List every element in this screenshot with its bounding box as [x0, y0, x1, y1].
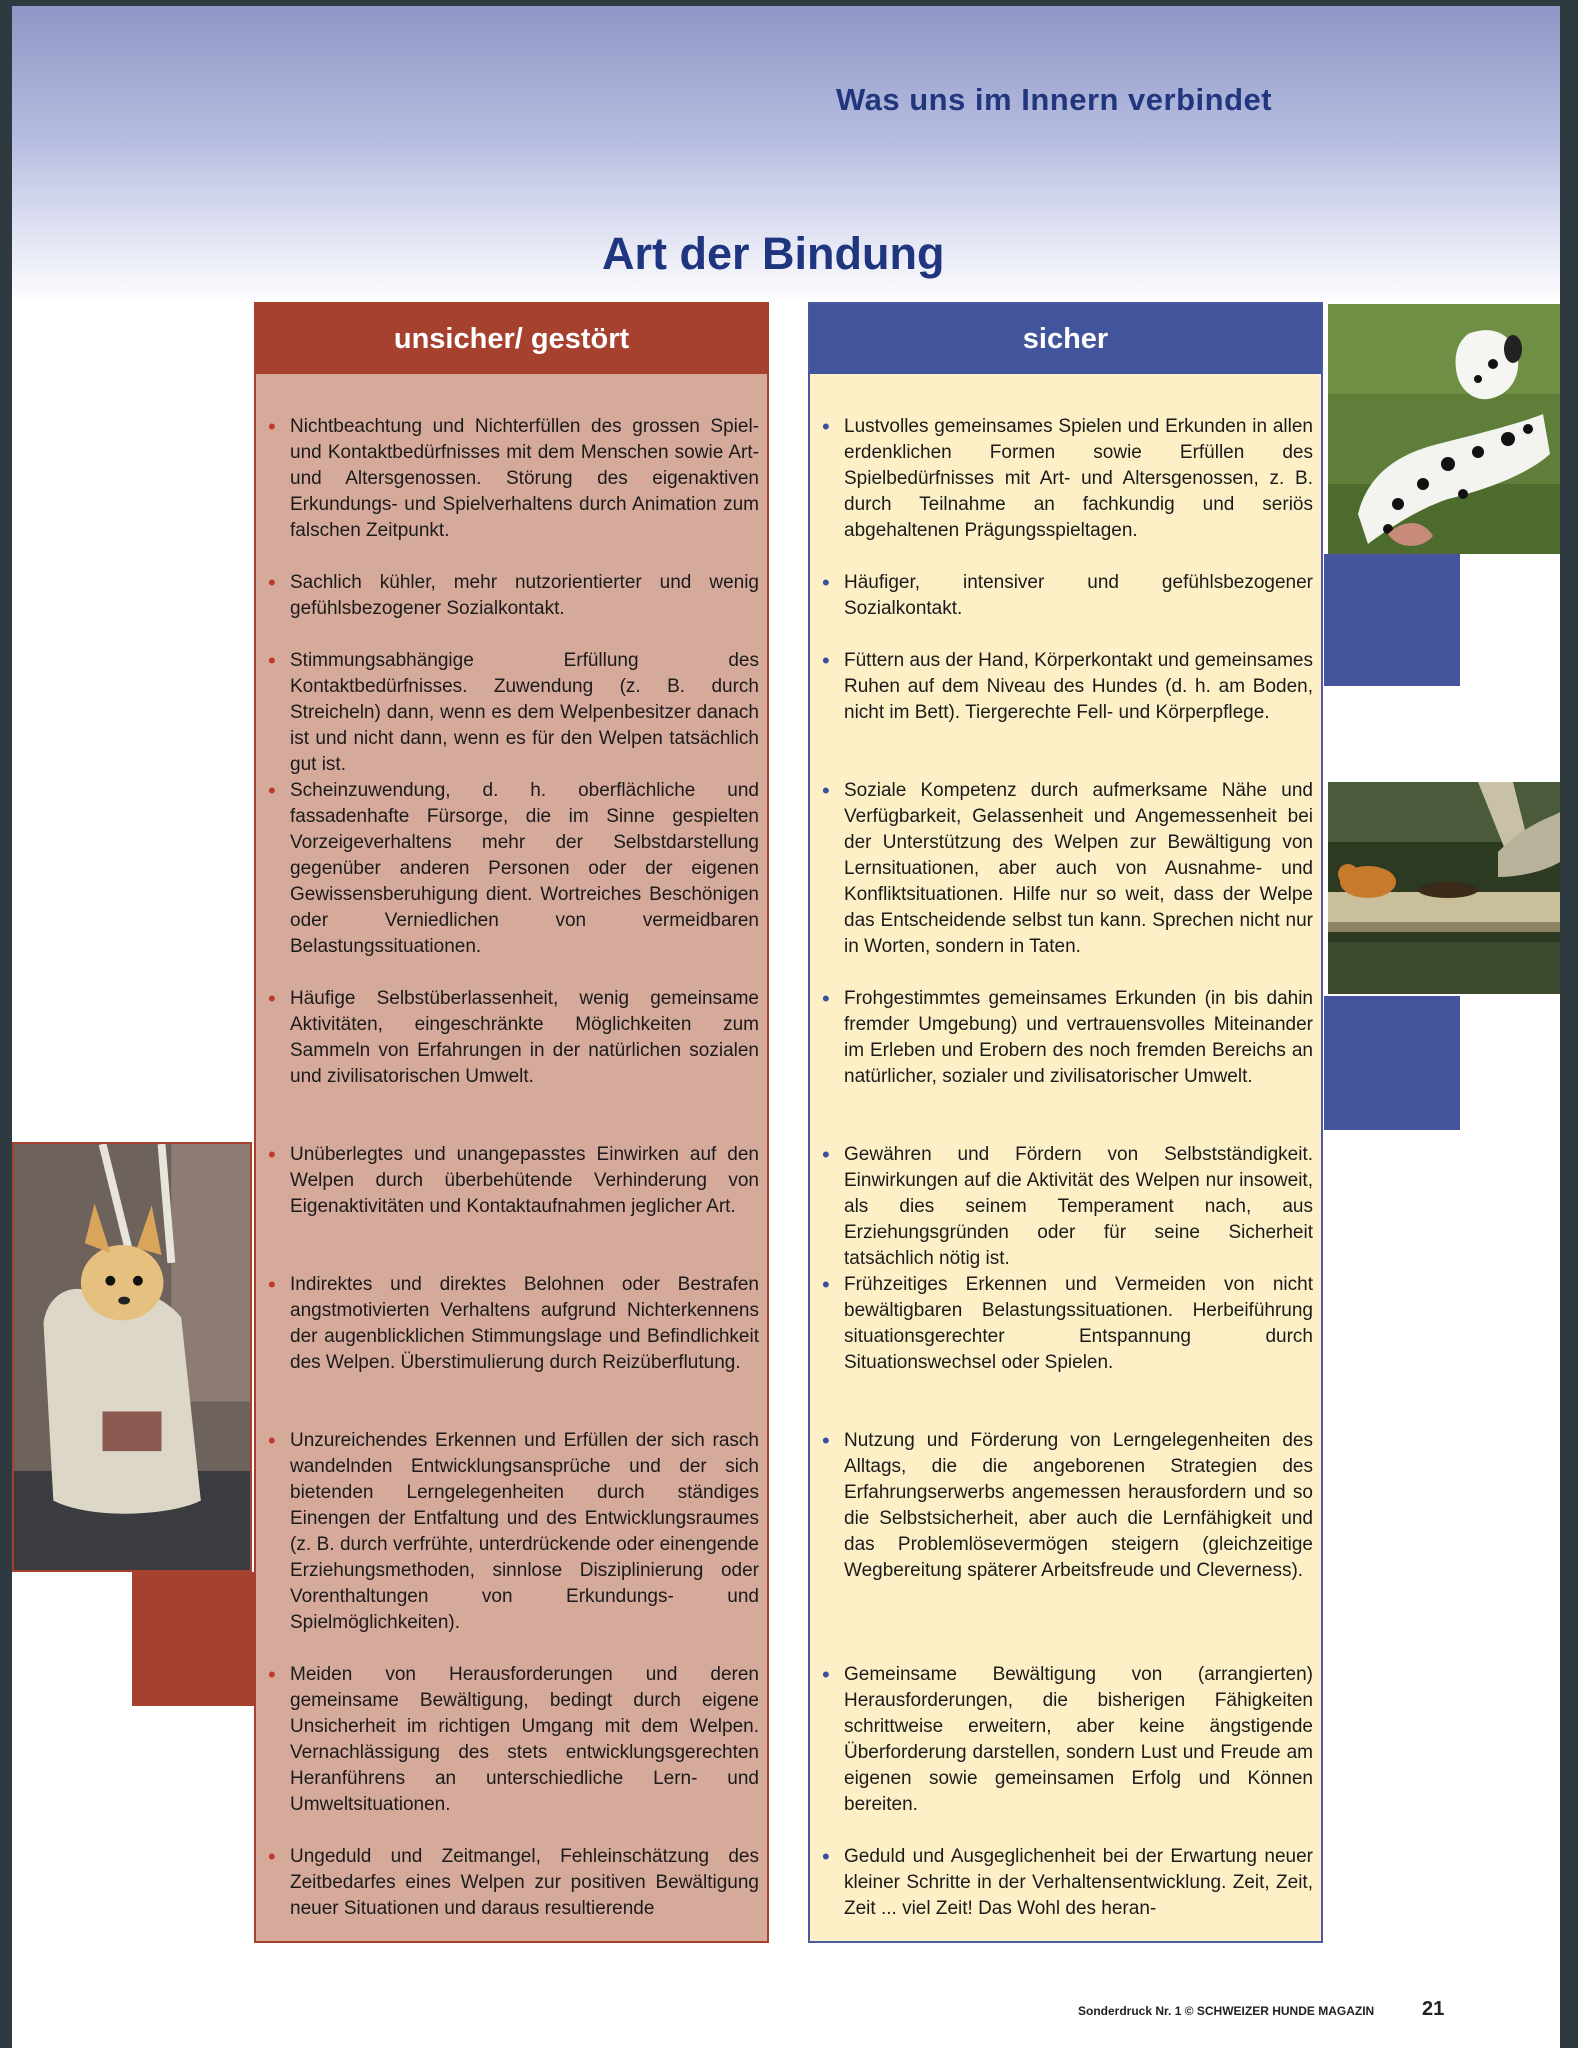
bullet-icon: • [822, 1844, 830, 1869]
puppy-on-log-photo [1328, 782, 1560, 994]
list-item: • Unzureichendes Erkennen und Erfüllen der sich rasch wandelnden Entwicklungsansprüche und der sich bietenden Lerngelegenheiten durch ständiges Einengen der Entfaltung und des Entwicklungsraumes (z. B. durch verfrühte, unterdrückende oder einengende Erziehungsmethoden, sinnlose Disziplinierung oder Vorenthaltungen von Erkundungs- und Spielmöglichkeiten). [268, 1428, 759, 1633]
list-item: • Scheinzuwendung, d. h. oberflächliche und fassadenhafte Fürsorge, die im Sinne gespielten Vorzeigeverhaltens mehr der Selbstdarstellung gegenüber anderen Personen oder der eigenen Gewissensberuhigung dient. Wortreiches Beschönigen oder Verniedlichen von vermeidbaren Belastungssituationen. [268, 778, 759, 957]
list-item: • Stimmungsabhängige Erfüllung des Kontaktbedürfnisses. Zuwendung (z. B. durch Streicheln) dann, wenn es dem Welpenbesitzer danach ist und nicht dann, wenn es für den Welpen tatsächlich gut ist. [268, 648, 759, 775]
bullet-icon: • [268, 570, 276, 595]
bullet-icon: • [822, 1142, 830, 1167]
list-item: • Geduld und Ausgeglichenheit bei der Erwartung neuer kleiner Schritte in der Verhaltensentwicklung. Zeit, Zeit, Zeit ... viel Zeit! Das Wohl des heran- [822, 1844, 1313, 1919]
bullet-icon: • [822, 570, 830, 595]
bullet-icon: • [268, 1662, 276, 1687]
bullet-icon: • [822, 1272, 830, 1297]
list-item: • Gewähren und Fördern von Selbstständigkeit. Einwirkungen auf die Aktivität des Welpen nur insoweit, als dies seinem Temperament nach, aus Erziehungsgründen oder für seine Sicherheit tatsächlich nötig ist. [822, 1142, 1313, 1269]
page-number: 21 [1422, 1998, 1445, 2020]
bullet-icon: • [822, 414, 830, 439]
bullet-icon: • [268, 1428, 276, 1453]
column-sicher [808, 302, 1323, 1943]
list-item: • Sachlich kühler, mehr nutzorientierter und wenig gefühlsbezogener Sozialkontakt. [268, 570, 759, 619]
dog-in-bag-photo [12, 1142, 252, 1572]
list-item: • Frohgestimmtes gemeinsames Erkunden (in bis dahin fremder Umgebung) und vertrauensvolles Miteinander im Erleben und Erobern des noch fremden Bereichs an natürlicher, sozialer und zivilisatorischer Umwelt. [822, 986, 1313, 1087]
dalmatian-photo [1328, 304, 1560, 554]
section-title: Was uns im Innern verbindet [836, 82, 1273, 117]
column-unsicher [254, 302, 769, 1943]
magazine-page [12, 6, 1560, 2048]
list-item: • Häufiger, intensiver und gefühlsbezogener Sozialkontakt. [822, 570, 1313, 619]
bullet-icon: • [268, 648, 276, 673]
list-item: • Indirektes und direktes Belohnen oder Bestrafen angstmotivierten Verhaltens aufgrund Nichterkennens der augenblicklichen Stimmungslage und Befindlichkeit des Welpen. Überstimulierung durch Reizüberflutung. [268, 1272, 759, 1373]
bullet-icon: • [268, 1844, 276, 1869]
bullet-icon: • [268, 414, 276, 439]
list-item: • Gemeinsame Bewältigung von (arrangierten) Herausforderungen, die bisherigen Fähigkeiten schrittweise erweitern, aber keine ängstigende Überforderung darstellen, sondern Lust und Freude am eigenen sowie gemeinsamen Erfolg und Können bereiten. [822, 1662, 1313, 1815]
list-item: • Meiden von Herausforderungen und deren gemeinsame Bewältigung, bedingt durch eigene Unsicherheit im richtigen Umgang mit dem Welpen. Vernachlässigung des stets entwicklungsgerechten Heranführens an unterschiedliche Lern- und Umweltsituationen. [268, 1662, 759, 1815]
footer-publication: Sonderdruck Nr. 1 © SCHWEIZER HUNDE MAGAZIN [1078, 2004, 1375, 2018]
bullet-icon: • [822, 1428, 830, 1453]
bullet-icon: • [268, 778, 276, 803]
bullet-icon: • [268, 1142, 276, 1167]
column-header-sicher: sicher [810, 304, 1321, 374]
bullet-icon: • [268, 1272, 276, 1297]
list-item: • Frühzeitiges Erkennen und Vermeiden von nicht bewältigbaren Belastungssituationen. Herbeiführung situationsgerechter Entspannung durch Situationswechsel oder Spielen. [822, 1272, 1313, 1373]
page-title: Art der Bindung [602, 228, 945, 279]
bullet-icon: • [822, 778, 830, 803]
list-item: • Füttern aus der Hand, Körperkontakt und gemeinsames Ruhen auf dem Niveau des Hundes (d. h. am Boden, nicht im Bett). Tiergerechte Fell- und Körperpflege. [822, 648, 1313, 723]
list-item: • Nutzung und Förderung von Lerngelegenheiten des Alltags, die die angeborenen Strategien des Erfahrungserwerbs angemessen herausfordern und so die Selbstsicherheit, aber auch die Lernfähigkeit und das Problemlösevermögen steigern (gleichzeitige Wegbereitung späterer Arbeitsfreude und Cleverness). [822, 1428, 1313, 1581]
list-item: • Ungeduld und Zeitmangel, Fehleinschätzung des Zeitbedarfes eines Welpen zur positiven Bewältigung neuer Situationen und daraus resultierende [268, 1844, 759, 1919]
list-item: • Nichtbeachtung und Nichterfüllen des grossen Spiel- und Kontaktbedürfnisses mit dem Menschen sowie Art- und Altersgenossen. Störung des eigenaktiven Erkundungs- und Spielverhaltens durch Animation zum falschen Zeitpunkt. [268, 414, 759, 541]
list-item: • Unüberlegtes und unangepasstes Einwirken auf den Welpen durch überbehütende Verhinderung von Eigenaktivitäten und Kontaktaufnahmen jeglicher Art. [268, 1142, 759, 1217]
list-item: • Häufige Selbstüberlassenheit, wenig gemeinsame Aktivitäten, eingeschränkte Möglichkeiten zum Sammeln von Erfahrungen in der natürlichen sozialen und zivilisatorischen Umwelt. [268, 986, 759, 1087]
column-header-unsicher: unsicher/ gestört [256, 304, 767, 374]
list-item: • Lustvolles gemeinsames Spielen und Erkunden in allen erdenklichen Formen sowie Erfüllen des Spielbedürfnisses mit Art- und Altersgenossen, z. B. durch Teilnahme an fachkundig und seriös abgehaltenen Prägungsspieltagen. [822, 414, 1313, 541]
bullet-icon: • [822, 986, 830, 1011]
list-item: • Soziale Kompetenz durch aufmerksame Nähe und Verfügbarkeit, Gelassenheit und Angemessenheit bei der Unterstützung des Welpen zur Bewältigung von Lernsituationen, aber auch von Ausnahme- und Konfliktsituationen. Hilfe nur so weit, dass der Welpe das Entscheidende selbst tun kann. Sprechen nicht nur in Worten, sondern in Taten. [822, 778, 1313, 957]
bullet-icon: • [822, 648, 830, 673]
blue-decor-block-bottom [1324, 996, 1460, 1130]
bullet-icon: • [268, 986, 276, 1011]
blue-decor-block-top [1324, 554, 1460, 686]
red-decor-block [132, 1572, 254, 1706]
bullet-icon: • [822, 1662, 830, 1687]
